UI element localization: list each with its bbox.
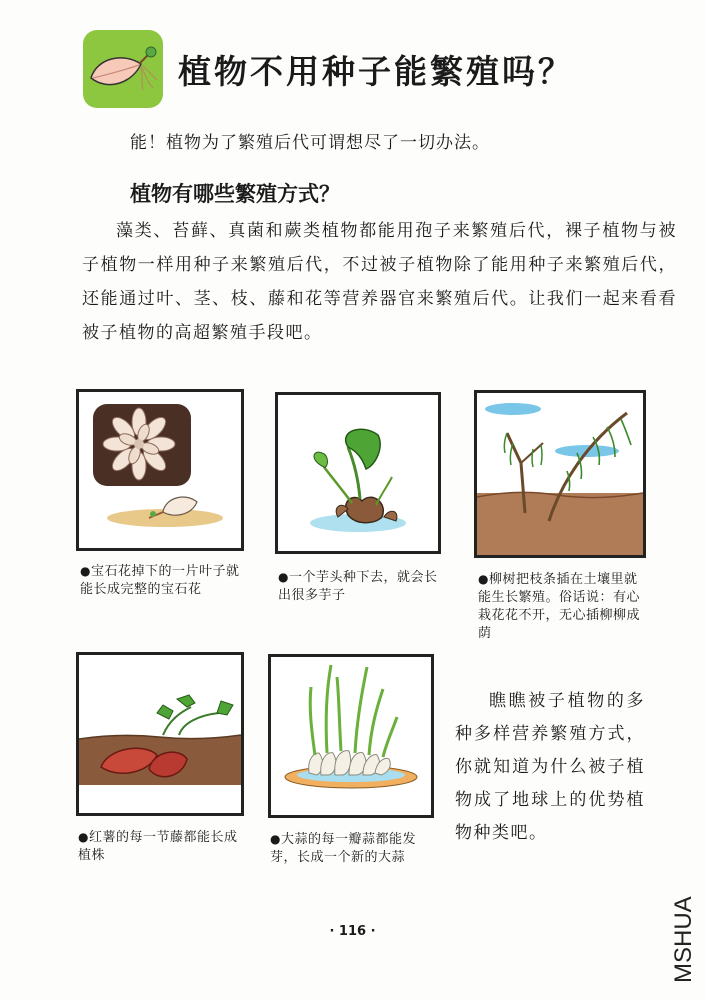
garlic-illustration [268,654,434,818]
bullet-dot: ● [80,564,91,578]
caption-sweet-potato: ●红薯的每一节藤都能长成植株 [78,830,238,863]
svg-text:MSHUA: MSHUA [670,896,697,983]
sweet-potato-illustration [76,652,244,816]
section-heading: 植物有哪些繁殖方式？ [130,182,340,206]
leaf-cutting-icon [83,30,163,108]
page-number: · 116 · [329,924,376,939]
bullet-dot: ● [270,832,281,846]
body-paragraph: 藻类、苔藓、真菌和蕨类植物都能用孢子来繁殖后代，裸子植物与被子植物一样用种子来繁殖后代，不过被子植物除了能用种子来繁殖后代，还能通过叶、茎、枝、藤和花等营养器官来繁殖后代。让我们一起来看看被子植物的高超繁殖手段吧。 [82,221,677,343]
caption-garlic: ●大蒜的每一瓣蒜都能发芽，长成一个新的大蒜 [270,832,416,865]
caption-echeveria: ●宝石花掉下的一片叶子就能长成完整的宝石花 [80,564,240,597]
echeveria-illustration [76,389,244,551]
taro-illustration [275,392,441,554]
conclusion-text: 瞧瞧被子植物的多种多样营养繁殖方式，你就知道为什么被子植物成了地球上的优势植物种类吧。 [455,691,645,843]
caption-taro: ●一个芋头种下去，就会长出很多芋子 [278,570,438,603]
bullet-dot: ● [478,572,489,586]
page-title: 植物不用种子能繁殖吗？ [178,52,574,91]
watermark [665,885,701,985]
intro-text: 能！植物为了繁殖后代可谓想尽了一切办法。 [130,133,490,153]
caption-willow: ●柳树把枝条插在土壤里就能生长繁殖。俗话说：有心栽花花不开，无心插柳柳成荫 [478,572,641,641]
willow-illustration [474,390,646,558]
bullet-dot: ● [78,830,89,844]
bullet-dot: ● [278,570,289,584]
